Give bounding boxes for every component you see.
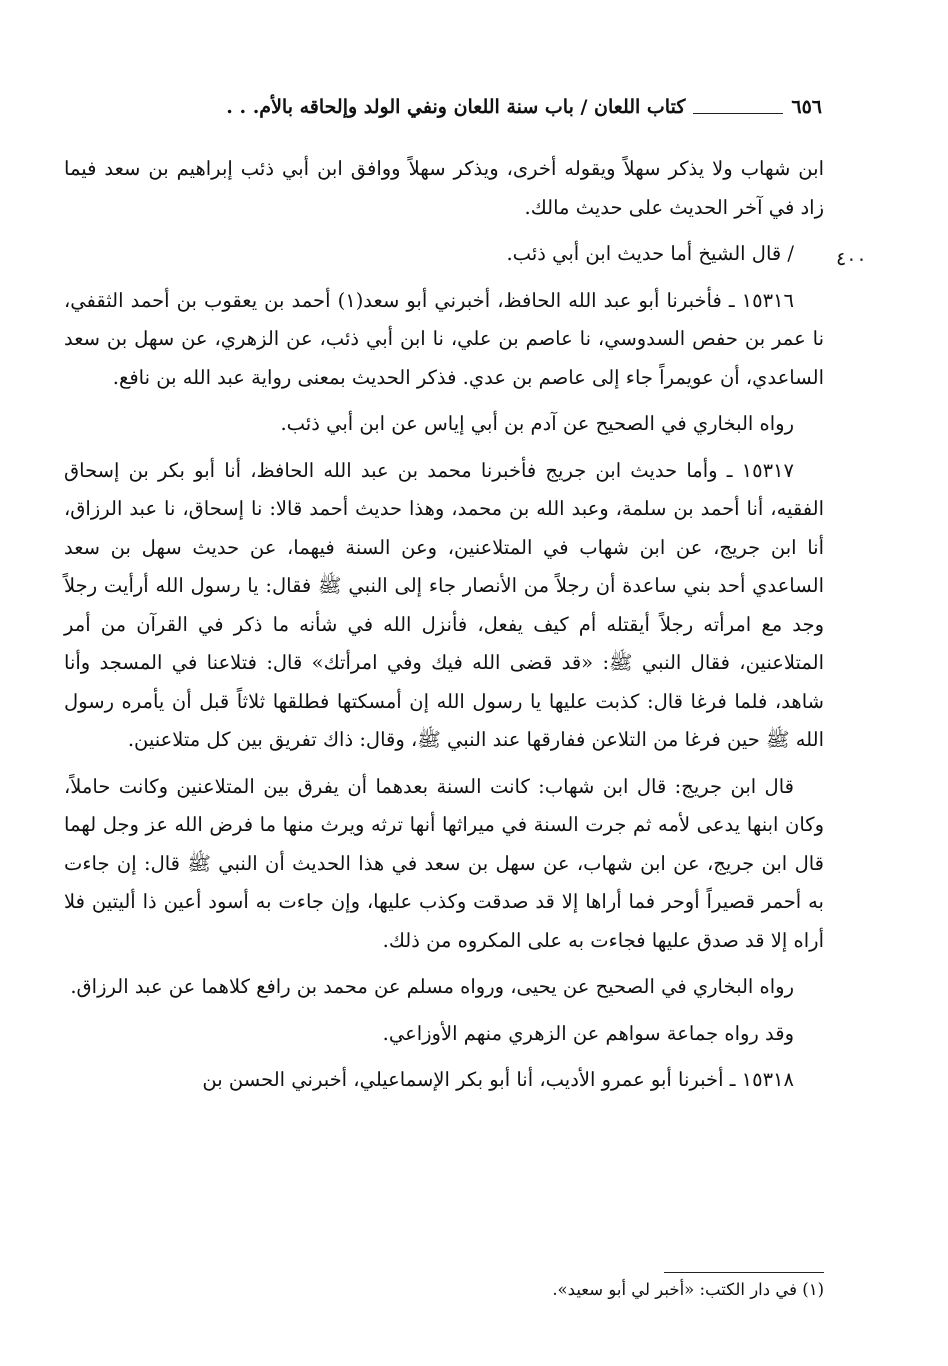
paragraph: / قال الشيخ أما حديث ابن أبي ذئب. (506, 242, 794, 265)
paragraph: رواه البخاري في الصحيح عن يحيى، ورواه مسلم عن محمد بن رافع كلاهما عن عبد الرزاق. (70, 975, 794, 998)
header-rule (693, 101, 783, 114)
running-title: كتاب اللعان / باب سنة اللعان ونفي الولد وإلحاقه بالأم. . . (226, 96, 686, 118)
paragraph: ١٥٣١٧ ـ وأما حديث ابن جريج فأخبرنا محمد بن عبد الله الحافظ، أنا أبو بكر بن إسحاق الفقيه، أنا أحمد بن سلمة، وعبد الله بن محمد، وهذا حديث أحمد قالا: نا إسحاق، نا عبد الرزاق، أنا ابن جريج، عن ابن شهاب في المتلاعنين، وعن السنة فيهما، عن حديث سهل بن سعد الساعدي أحد بني ساعدة أن رجلاً من الأنصار جاء إلى النبي ﷺ فقال: يا رسول الله أرأيت رجلاً وجد مع امرأته رجلاً أيقتله أم كيف يفعل، فأنزل الله في شأنه ما ذكر في القرآن من أمر المتلاعنين، فقال النبي ﷺ: «قد قضى الله فيك وفي امرأتك» قال: فتلاعنا في المسجد وأنا شاهد، فلما فرغا قال: كذبت عليها يا رسول الله إن أمسكتها فطلقها ثلاثاً قبل أن يأمره رسول الله ﷺ حين فرغا من التلاعن ففارقها عند النبي ﷺ، وقال: ذاك تفريق بين كل متلاعنين. (64, 458, 824, 751)
paragraph: رواه البخاري في الصحيح عن آدم بن أبي إياس عن ابن أبي ذئب. (280, 412, 794, 435)
paragraph: ابن شهاب ولا يذكر سهلاً ويقوله أخرى، ويذكر سهلاً ووافق ابن أبي ذئب إبراهيم بن سعد فيما زاد في آخر الحديث على حديث مالك. (64, 157, 824, 219)
margin-page-reference: ٤٠٠ (836, 248, 867, 270)
footnote: (١) في دار الكتب: «أخبر لي أبو سعيد». (552, 1280, 824, 1299)
paragraph: قال ابن جريج: قال ابن شهاب: كانت السنة بعدهما أن يفرق بين المتلاعنين وكانت حاملاً، وكان ابنها يدعى لأمه ثم جرت السنة في ميراثها أنها ترثه ويرث منها ما فرض الله عز وجل لهما قال ابن جريج، عن ابن شهاب، عن سهل بن سعد في هذا الحديث أن النبي ﷺ قال: إن جاءت به أحمر قصيراً أوحر فما أراها إلا قد صدقت وكذب عليها، وإن جاءت به أسود أعين ذا أليتين فلا أراه إلا قد صدق عليها فجاءت به على المكروه من ذلك. (64, 774, 824, 952)
page-number: ٦٥٦ (791, 96, 822, 118)
paragraph: ١٥٣١٦ ـ فأخبرنا أبو عبد الله الحافظ، أخبرني أبو سعد(١) أحمد بن يعقوب بن أحمد الثقفي، نا عمر بن حفص السدوسي، نا عاصم بن علي، نا ابن أبي ذئب، عن الزهري، عن سهل بن سعد الساعدي، أن عويمراً جاء إلى عاصم بن عدي. فذكر الحديث بمعنى رواية عبد الله بن نافع. (64, 288, 824, 389)
running-header (62, 92, 822, 122)
footnote-rule (664, 1272, 824, 1273)
paragraph: ١٥٣١٨ ـ أخبرنا أبو عمرو الأديب، أنا أبو بكر الإسماعيلي، أخبرني الحسن بن (202, 1068, 794, 1091)
paragraph: وقد رواه جماعة سواهم عن الزهري منهم الأوزاعي. (382, 1021, 794, 1045)
main-text (64, 150, 824, 1108)
